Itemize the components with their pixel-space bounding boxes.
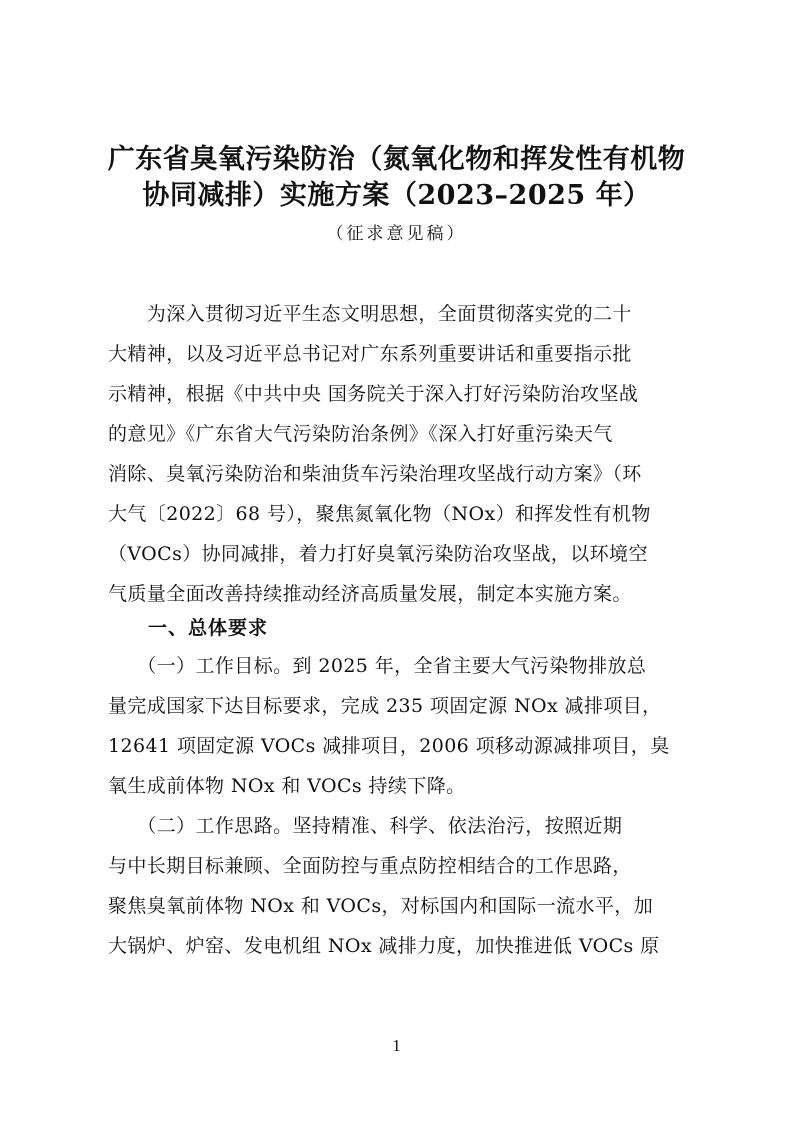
section-heading-general-requirements: 一、总体要求 xyxy=(148,617,269,639)
text-line: （二）工作思路。坚持精准、科学、依法治污，按照近期 xyxy=(108,815,623,837)
text-line: 示精神，根据《中共中央 国务院关于深入打好污染防治攻坚战 xyxy=(108,383,639,405)
text-line: 的意见》《广东省大气污染防治条例》《深入打好重污染天气 xyxy=(108,423,613,445)
page-number: 1 xyxy=(392,1036,401,1055)
document-title-line-2: 协同减排）实施方案（2023–2025 年） xyxy=(142,180,651,211)
text-line: 量完成国家下达目标要求，完成 235 项固定源 NOx 减排项目， xyxy=(108,695,662,717)
text-line: 聚焦臭氧前体物 NOx 和 VOCs，对标国内和国际一流水平，加 xyxy=(108,895,654,917)
text-line: 大精神，以及习近平总书记对广东系列重要讲话和重要指示批 xyxy=(108,343,632,365)
text-line: 大锅炉、炉窑、发电机组 NOx 减排力度，加快推进低 VOCs 原 xyxy=(108,935,660,957)
text-line: （VOCs）协同减排，着力打好臭氧污染防治攻坚战，以环境空 xyxy=(108,543,648,565)
text-line: （一）工作目标。到 2025 年，全省主要大气污染物排放总 xyxy=(108,655,647,677)
document-subtitle: （征求意见稿） xyxy=(326,224,467,244)
text-line: 与中长期目标兼顾、全面防控与重点防控相结合的工作思路， xyxy=(108,855,632,877)
text-line: 气质量全面改善持续推动经济高质量发展，制定本实施方案。 xyxy=(108,583,632,605)
text-line: 为深入贯彻习近平生态文明思想，全面贯彻落实党的二十 xyxy=(108,303,632,325)
text-line: 12641 项固定源 VOCs 减排项目，2006 项移动源减排项目，臭 xyxy=(108,735,670,757)
text-line: 消除、臭氧污染防治和柴油货车污染治理攻坚战行动方案》（环 xyxy=(108,463,642,485)
text-line: 氧生成前体物 NOx 和 VOCs 持续下降。 xyxy=(108,775,466,797)
text-line: 大气〔2022〕68 号），聚焦氮氧化物（NOx）和挥发性有机物 xyxy=(108,503,651,525)
document-title-line-1: 广东省臭氧污染防治（氮氧化物和挥发性有机物 xyxy=(107,144,686,175)
